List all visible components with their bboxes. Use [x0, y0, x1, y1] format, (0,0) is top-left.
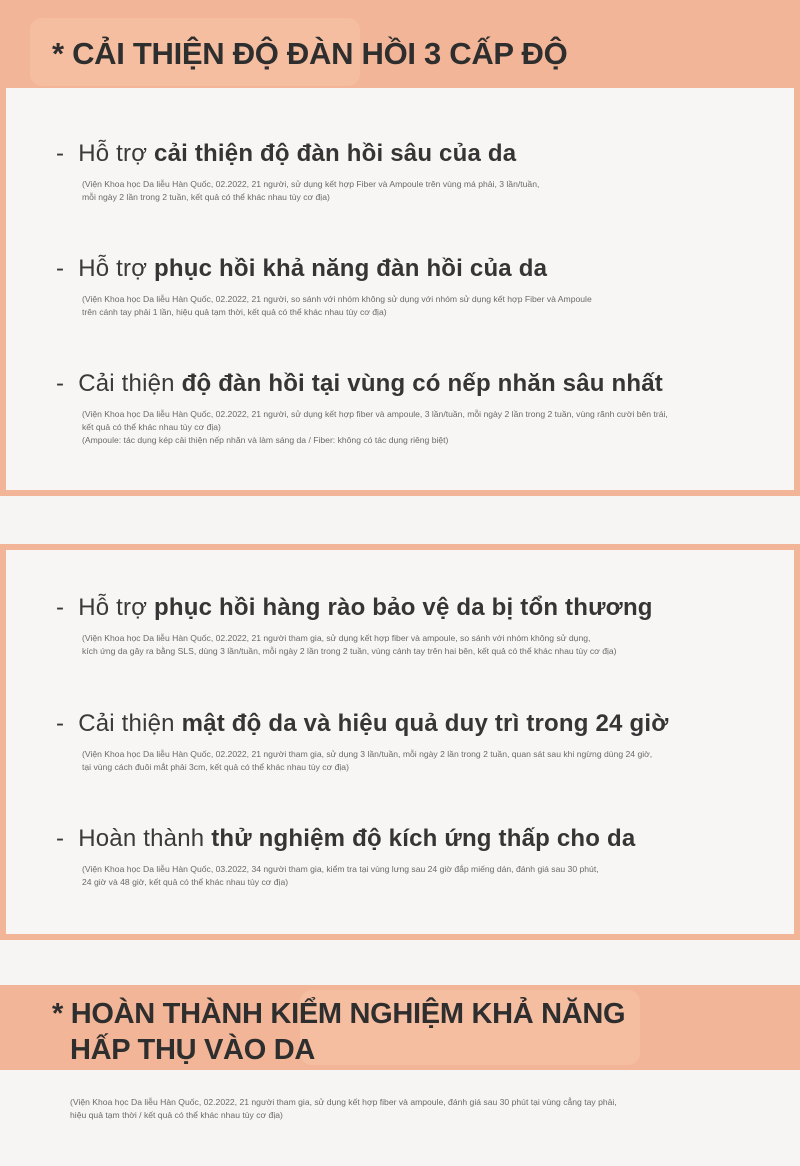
section2-item-3-note — [82, 863, 599, 889]
note-line: (Viện Khoa học Da liễu Hàn Quốc, 03.2022, 34 người tham gia, kiểm tra tại vùng lưng sau 24 giờ đắp miếng dán, đánh giá sau 30 phút, — [82, 864, 599, 874]
note-line: trên cánh tay phải 1 lần, hiệu quả tạm thời, kết quả có thể khác nhau tùy cơ địa) — [82, 307, 387, 317]
item-prefix: Hỗ trợ — [78, 140, 148, 167]
item-bold-text: phục hồi khả năng đàn hồi của da — [154, 255, 548, 282]
note-line: (Ampoule: tác dụng kép cải thiện nếp nhăn và làm sáng da / Fiber: không có tác dụng riêng biệt) — [82, 435, 449, 445]
section2-item-3-title — [56, 825, 635, 853]
item-prefix: Cải thiện — [78, 710, 175, 737]
item-bold-text: cải thiện độ đàn hồi sâu của da — [154, 140, 517, 167]
section3-note — [70, 1096, 617, 1122]
section1-heading: * CẢI THIỆN ĐỘ ĐÀN HỒI 3 CẤP ĐỘ — [52, 36, 568, 71]
section2-item-2-title — [56, 710, 668, 738]
note-line: (Viện Khoa học Da liễu Hàn Quốc, 02.2022, 21 người tham gia, sử dụng kết hợp fiber và ampoule, đánh giá sau 30 phút tại vùng cẳng tay phải, — [70, 1097, 617, 1107]
item-bold-text: độ đàn hồi tại vùng có nếp nhăn sâu nhất — [181, 370, 663, 397]
dash-bullet: - — [56, 370, 65, 397]
section1-item-3-title — [56, 370, 663, 398]
section2-item-2-note — [82, 748, 652, 774]
note-line: hiệu quả tạm thời / kết quả có thể khác nhau tùy cơ địa) — [70, 1110, 283, 1120]
dash-bullet: - — [56, 140, 65, 167]
item-bold-text: mật độ da và hiệu quả duy trì trong 24 giờ — [181, 710, 669, 737]
note-line: kích ứng da gây ra bằng SLS, dùng 3 lần/tuần, mỗi ngày 2 lần trong 2 tuần, vùng cánh tay trên hai bên, kết quả có thể khác nhau tùy cơ địa) — [82, 646, 617, 656]
note-line: (Viện Khoa học Da liễu Hàn Quốc, 02.2022, 21 người, sử dụng kết hợp fiber và ampoule, 3 lần/tuần, mỗi ngày 2 lần trong 2 tuần, vùng rãnh cười bên trái, — [82, 409, 668, 419]
note-line: (Viện Khoa học Da liễu Hàn Quốc, 02.2022, 21 người, so sánh với nhóm không sử dụng với nhóm sử dụng kết hợp Fiber và Ampoule — [82, 294, 592, 304]
note-line: (Viện Khoa học Da liễu Hàn Quốc, 02.2022, 21 người, sử dụng kết hợp Fiber và Ampoule trên vùng má phải, 3 lần/tuần, — [82, 179, 540, 189]
section2-item-1-title — [56, 594, 653, 622]
dash-bullet: - — [56, 594, 65, 621]
item-prefix: Cải thiện — [78, 370, 175, 397]
note-line: (Viện Khoa học Da liễu Hàn Quốc, 02.2022, 21 người tham gia, sử dụng kết hợp fiber và ampoule, so sánh với nhóm không sử dụng, — [82, 633, 591, 643]
section1-item-2-note — [82, 293, 592, 319]
item-bold-text: phục hồi hàng rào bảo vệ da bị tổn thương — [154, 594, 653, 621]
dash-bullet: - — [56, 825, 65, 852]
note-line: tại vùng cách đuôi mắt phải 3cm, kết quả có thể khác nhau tùy cơ địa) — [82, 762, 349, 772]
dash-bullet: - — [56, 255, 65, 282]
section1-item-1-note — [82, 178, 539, 204]
section1-item-3-note — [82, 408, 668, 447]
item-bold-text: thử nghiệm độ kích ứng thấp cho da — [211, 825, 636, 852]
section1-item-2-title — [56, 255, 547, 283]
section2-item-1-note — [82, 632, 617, 658]
note-line: (Viện Khoa học Da liễu Hàn Quốc, 02.2022, 21 người tham gia, sử dụng 3 lần/tuần, mỗi ngày 2 lần trong 2 tuần, quan sát sau khi ngừng dùng 24 giờ, — [82, 749, 653, 759]
section3-heading-line1: * HOÀN THÀNH KIỂM NGHIỆM KHẢ NĂNG — [52, 998, 626, 1030]
item-prefix: Hoàn thành — [78, 825, 205, 852]
dash-bullet: - — [56, 710, 65, 737]
item-prefix: Hỗ trợ — [78, 594, 148, 621]
note-line: 24 giờ và 48 giờ, kết quả có thể khác nhau tùy cơ địa) — [82, 877, 289, 887]
note-line: kết quả có thể khác nhau tùy cơ địa) — [82, 422, 221, 432]
item-prefix: Hỗ trợ — [78, 255, 148, 282]
section3-heading-line2: HẤP THỤ VÀO DA — [70, 1034, 316, 1066]
note-line: mỗi ngày 2 lần trong 2 tuần, kết quả có thể khác nhau tùy cơ địa) — [82, 192, 330, 202]
section1-item-1-title — [56, 140, 516, 168]
